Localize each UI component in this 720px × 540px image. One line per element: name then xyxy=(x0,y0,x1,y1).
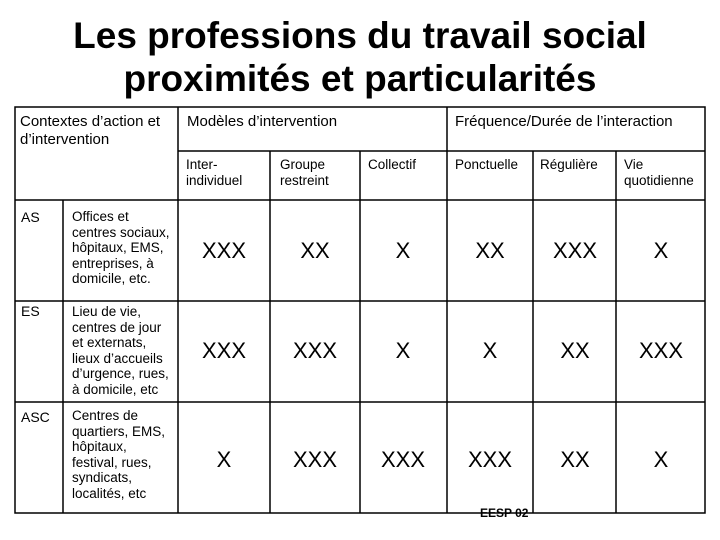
cell-as-groupe: XX xyxy=(300,238,330,263)
cell-as-ponctuelle: XX xyxy=(475,238,505,263)
subheader-vie-quotidienne: Vie quotidienne xyxy=(624,157,694,188)
page-title: Les professions du travail social xyxy=(73,15,647,56)
footer-label: EESP 02 xyxy=(480,506,529,520)
cell-asc-collectif: XXX xyxy=(380,447,426,472)
cell-as-vie: X xyxy=(653,238,669,263)
header-frequency: Fréquence/Durée de l’interaction xyxy=(455,113,673,130)
header-models: Modèles d’intervention xyxy=(187,113,338,130)
cell-es-interindividuel: XXX xyxy=(201,338,247,363)
subheader-interindividuel: Inter-individuel xyxy=(186,157,243,188)
header-contexts: Contextes d’action et d’intervention xyxy=(20,113,161,148)
cell-asc-groupe: XXX xyxy=(292,447,338,472)
cell-es-reguliere: XX xyxy=(560,338,590,363)
cell-asc-vie: X xyxy=(653,447,669,472)
row-code-es: ES xyxy=(21,303,40,319)
cell-es-collectif: X xyxy=(395,338,411,363)
row-code-asc: ASC xyxy=(21,409,50,425)
cell-as-interindividuel: XXX xyxy=(201,238,247,263)
cell-asc-reguliere: XX xyxy=(560,447,590,472)
row-context-asc: Centres de quartiers, EMS, hôpitaux, festival, rues, syndicats, localités, etc xyxy=(72,408,166,501)
page-subtitle: proximités et particularités xyxy=(123,58,597,99)
row-context-as: Offices et centres sociaux, hôpitaux, EMS, entreprises, à domicile, etc. xyxy=(72,209,170,286)
subheader-ponctuelle: Ponctuelle xyxy=(455,157,519,172)
subheader-reguliere: Régulière xyxy=(540,157,598,172)
row-context-es: Lieu de vie, centres de jour et externats, lieux d’accueils d’urgence, rues, à domicile, etc xyxy=(72,304,169,397)
subheader-collectif: Collectif xyxy=(368,157,417,172)
cell-asc-interindividuel: X xyxy=(216,447,232,472)
row-code-as: AS xyxy=(21,209,40,225)
subheader-groupe-restreint: Groupe restreint xyxy=(280,157,329,188)
cell-asc-ponctuelle: XXX xyxy=(467,447,513,472)
cell-es-vie: XXX xyxy=(638,338,684,363)
cell-es-groupe: XXX xyxy=(292,338,338,363)
cell-es-ponctuelle: X xyxy=(482,338,498,363)
cell-as-collectif: X xyxy=(395,238,411,263)
cell-as-reguliere: XXX xyxy=(552,238,598,263)
